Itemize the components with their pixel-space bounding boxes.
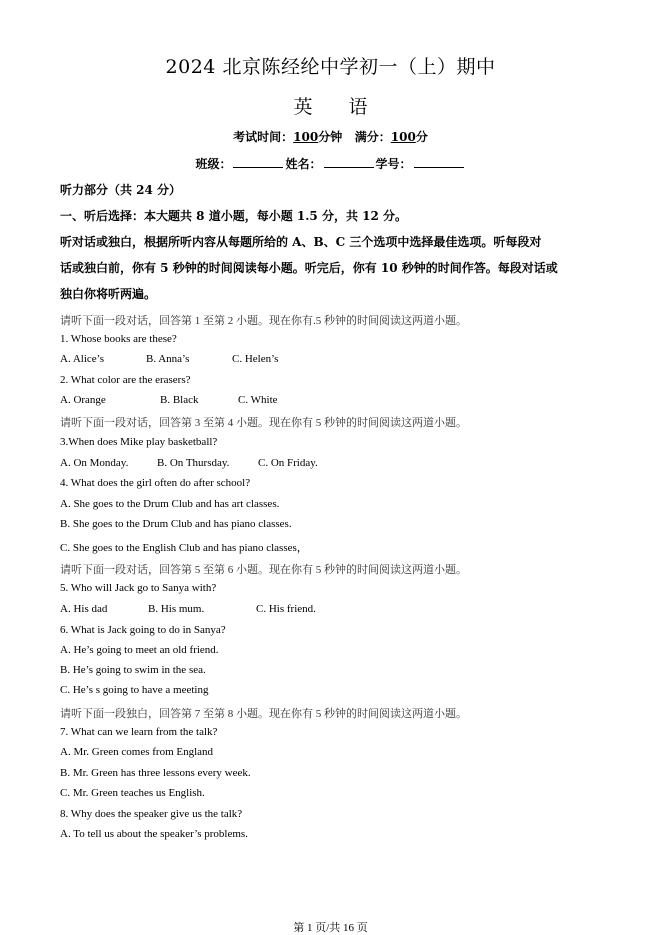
exam-subject: 英语 [293, 96, 404, 118]
class-blank[interactable] [233, 155, 283, 168]
question-line: 4. What does the girl often do after school? [60, 477, 251, 489]
option-item: A. Orange [60, 394, 106, 406]
question-line: B. Mr. Green has three lessons every week. [60, 767, 251, 779]
question-line: 6. What is Jack going to do in Sanya? [60, 624, 226, 636]
section-instruction: 请听下面一段对话，回答第 3 至第 4 小题。现在你有 5 秒钟的时间阅读这两道小题。 [60, 417, 467, 429]
question-line: 2. What color are the erasers? [60, 374, 191, 386]
page-footer: 第 1 页/共 16 页 [293, 922, 368, 934]
question-line: C. Mr. Green teaches us English. [60, 787, 205, 799]
id-label: 学号： [375, 157, 412, 171]
question-line: B. She goes to the Drum Club and has piano classes. [60, 518, 292, 530]
question-line: 5. Who will Jack go to Sanya with? [60, 582, 217, 594]
option-item: C. His friend. [256, 603, 316, 615]
class-label: 班级： [195, 157, 232, 171]
question-line: A. Mr. Green comes from England [60, 746, 214, 758]
exam-time-label: 考试时间： [233, 130, 294, 144]
exam-title: 2024 北京陈经纶中学初一（上）期中 [165, 56, 496, 78]
question-line: A. He’s going to meet an old friend. [60, 644, 219, 656]
question-line: 8. Why does the speaker give us the talk? [60, 808, 243, 820]
directions-line-1: 听对话或独白，根据所听内容从每题所给的 A、B、C 三个选项中选择最佳选项。听每段对 [60, 235, 542, 249]
question-line: 7. What can we learn from the talk? [60, 726, 218, 738]
option-item: C. On Friday. [258, 457, 318, 469]
exam-meta-student-info [0, 155, 661, 172]
question-line: 1. Whose books are these? [60, 333, 177, 345]
question-line: C. He’s s going to have a meeting [60, 684, 209, 696]
question-line: C. She goes to the English Club and has piano classes， [60, 542, 308, 554]
part-title: 听力部分（共 24 分） [60, 183, 182, 197]
section-instruction: 请听下面一段对话，回答第 1 至第 2 小题。现在你有.5 秒钟的时间阅读这两道小题。 [60, 315, 467, 327]
full-score-unit: 分 [415, 130, 428, 144]
full-score-value: 100 [390, 130, 416, 144]
option-item: A. On Monday. [60, 457, 129, 469]
directions-line-3: 独白你将听两遍。 [60, 287, 157, 301]
full-score-label: 满分： [354, 130, 391, 144]
exam-time-unit: 分钟 [318, 130, 343, 144]
option-item: B. Anna’s [146, 353, 190, 365]
option-item: B. On Thursday. [157, 457, 230, 469]
question-line: 3.When does Mike play basketball? [60, 436, 218, 448]
question-line: B. He’s going to swim in the sea. [60, 664, 206, 676]
question-line: A. To tell us about the speaker’s problems. [60, 828, 248, 840]
id-blank[interactable] [414, 155, 464, 168]
name-label: 姓名： [285, 157, 322, 171]
option-item: B. Black [160, 394, 199, 406]
directions-line-2: 话或独白前，你有 5 秒钟的时间阅读每小题。听完后，你有 10 秒钟的时间作答。每段对话或 [60, 261, 558, 275]
section-instruction: 请听下面一段对话，回答第 5 至第 6 小题。现在你有 5 秒钟的时间阅读这两道小题。 [60, 564, 467, 576]
question-line: A. She goes to the Drum Club and has art classes. [60, 498, 280, 510]
name-blank[interactable] [324, 155, 374, 168]
option-item: B. His mum. [148, 603, 205, 615]
option-item: C. Helen’s [232, 353, 279, 365]
exam-meta-time-score [0, 128, 661, 145]
question-title: 一、听后选择：本大题共 8 道小题，每小题 1.5 分，共 12 分。 [60, 209, 407, 223]
exam-time-value: 100 [293, 130, 319, 144]
option-item: A. Alice’s [60, 353, 104, 365]
section-instruction: 请听下面一段独白，回答第 7 至第 8 小题。现在你有 5 秒钟的时间阅读这两道小题。 [60, 708, 467, 720]
option-item: C. White [238, 394, 278, 406]
option-item: A. His dad [60, 603, 108, 615]
